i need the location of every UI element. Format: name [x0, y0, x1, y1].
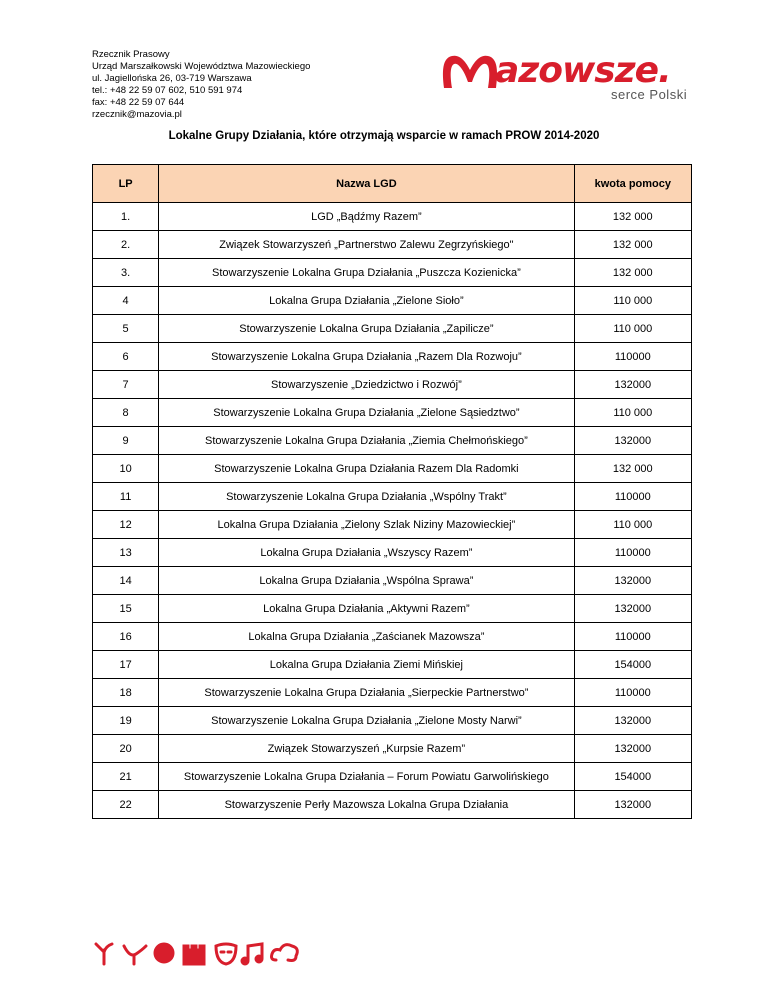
table-row: [93, 259, 692, 287]
row-name: Związek Stowarzyszeń „Kurpsie Razem”: [159, 735, 574, 763]
row-name: LGD „Bądźmy Razem”: [159, 203, 574, 231]
row-amount: 132 000: [574, 231, 691, 259]
row-amount: 110 000: [574, 511, 691, 539]
row-amount: 132 000: [574, 259, 691, 287]
table-row: [93, 371, 692, 399]
row-lp: 17: [93, 651, 159, 679]
contact-address: ul. Jagiellońska 26, 03-719 Warszawa: [92, 73, 252, 84]
table-row: [93, 707, 692, 735]
table-row: [93, 287, 692, 315]
logo-tagline: serce Polski: [611, 87, 688, 102]
castle-icon: [184, 946, 204, 964]
contact-role: Rzecznik Prasowy: [92, 49, 170, 60]
lgd-table: [92, 164, 692, 819]
table-row: [93, 511, 692, 539]
row-amount: 132000: [574, 791, 691, 819]
ball-icon: [155, 944, 173, 962]
table-row: [93, 623, 692, 651]
row-amount: 132000: [574, 707, 691, 735]
contact-office: Urząd Marszałkowski Województwa Mazowieckiego: [92, 61, 311, 72]
row-name: Stowarzyszenie Lokalna Grupa Działania „Sierpeckie Partnerstwo”: [159, 679, 574, 707]
row-lp: 14: [93, 567, 159, 595]
row-name: Stowarzyszenie Lokalna Grupa Działania – Forum Powiatu Garwolińskiego: [159, 763, 574, 791]
row-name: Związek Stowarzyszeń „Partnerstwo Zalewu Zegrzyńskiego": [159, 231, 574, 259]
music-note-icon: [242, 944, 262, 964]
table-row: [93, 651, 692, 679]
table-row: [93, 399, 692, 427]
table-row: [93, 231, 692, 259]
row-lp: 18: [93, 679, 159, 707]
bird-icon: [124, 946, 146, 964]
row-amount: 110000: [574, 483, 691, 511]
row-name: Stowarzyszenie Lokalna Grupa Działania „Puszcza Kozienicka”: [159, 259, 574, 287]
row-name: Lokalna Grupa Działania „Wszyscy Razem”: [159, 539, 574, 567]
mazowsze-logo: [440, 50, 700, 106]
table-row: [93, 483, 692, 511]
row-amount: 132000: [574, 427, 691, 455]
row-name: Stowarzyszenie Lokalna Grupa Działania „Zielone Mosty Narwi”: [159, 707, 574, 735]
row-lp: 11: [93, 483, 159, 511]
row-lp: 7: [93, 371, 159, 399]
contact-phone: tel.: +48 22 59 07 602, 510 591 974: [92, 85, 243, 96]
row-amount: 110 000: [574, 287, 691, 315]
table-row: [93, 791, 692, 819]
press-contact-block: [92, 49, 310, 121]
row-amount: 110000: [574, 539, 691, 567]
row-lp: 15: [93, 595, 159, 623]
row-amount: 132000: [574, 371, 691, 399]
row-amount: 132 000: [574, 203, 691, 231]
row-name: Lokalna Grupa Działania „Wspólna Sprawa”: [159, 567, 574, 595]
row-name: Lokalna Grupa Działania „Zielony Szlak Niziny Mazowieckiej”: [159, 511, 574, 539]
row-lp: 6: [93, 343, 159, 371]
row-amount: 132000: [574, 567, 691, 595]
row-lp: 9: [93, 427, 159, 455]
table-row: [93, 203, 692, 231]
plant-icon: [96, 944, 112, 964]
row-name: Lokalna Grupa Działania „Aktywni Razem”: [159, 595, 574, 623]
row-lp: 8: [93, 399, 159, 427]
row-lp: 16: [93, 623, 159, 651]
row-amount: 110000: [574, 679, 691, 707]
row-lp: 1.: [93, 203, 159, 231]
table-row: [93, 455, 692, 483]
row-amount: 154000: [574, 763, 691, 791]
row-name: Stowarzyszenie Lokalna Grupa Działania Razem Dla Radomki: [159, 455, 574, 483]
row-amount: 110 000: [574, 315, 691, 343]
row-name: Lokalna Grupa Działania „Zielone Sioło”: [159, 287, 574, 315]
footer-icon-strip: [94, 940, 304, 966]
row-lp: 19: [93, 707, 159, 735]
table-row: [93, 343, 692, 371]
row-amount: 110000: [574, 623, 691, 651]
table-row: [93, 427, 692, 455]
row-name: Lokalna Grupa Działania Ziemi Mińskiej: [159, 651, 574, 679]
document-title: Lokalne Grupy Działania, które otrzymają wsparcie w ramach PROW 2014-2020: [168, 130, 600, 142]
table-row: [93, 539, 692, 567]
row-name: Stowarzyszenie „Dziedzictwo i Rozwój”: [159, 371, 574, 399]
row-name: Lokalna Grupa Działania „Zaścianek Mazowsza”: [159, 623, 574, 651]
table-row: [93, 735, 692, 763]
row-amount: 132000: [574, 735, 691, 763]
row-amount: 132 000: [574, 455, 691, 483]
row-lp: 20: [93, 735, 159, 763]
header-amount: kwota pomocy: [574, 165, 691, 203]
row-name: Stowarzyszenie Lokalna Grupa Działania „Wspólny Trakt”: [159, 483, 574, 511]
row-lp: 12: [93, 511, 159, 539]
heart-m-icon: [440, 52, 500, 92]
row-amount: 110000: [574, 343, 691, 371]
row-amount: 154000: [574, 651, 691, 679]
header-name: Nazwa LGD: [159, 165, 574, 203]
table-row: [93, 567, 692, 595]
row-name: Stowarzyszenie Lokalna Grupa Działania „Zielone Sąsiedztwo”: [159, 399, 574, 427]
table-row: [93, 595, 692, 623]
mask-icon: [216, 944, 236, 964]
contact-fax: fax: +48 22 59 07 644: [92, 97, 185, 108]
table-header-row: [93, 165, 692, 203]
row-name: Stowarzyszenie Lokalna Grupa Działania „Razem Dla Rozwoju”: [159, 343, 574, 371]
row-lp: 13: [93, 539, 159, 567]
row-lp: 22: [93, 791, 159, 819]
row-lp: 5: [93, 315, 159, 343]
row-name: Stowarzyszenie Perły Mazowsza Lokalna Grupa Działania: [159, 791, 574, 819]
row-name: Stowarzyszenie Lokalna Grupa Działania „Ziemia Chełmońskiego”: [159, 427, 574, 455]
row-lp: 21: [93, 763, 159, 791]
header-lp: LP: [93, 165, 159, 203]
contact-email[interactable]: rzecznik@mazovia.pl: [92, 109, 182, 120]
row-name: Stowarzyszenie Lokalna Grupa Działania „Zapilicze”: [159, 315, 574, 343]
logo-wordmark: azowsze.: [495, 50, 671, 91]
table-row: [93, 763, 692, 791]
row-amount: 110 000: [574, 399, 691, 427]
table-row: [93, 315, 692, 343]
row-lp: 10: [93, 455, 159, 483]
cloud-icon: [272, 945, 298, 961]
row-lp: 2.: [93, 231, 159, 259]
row-lp: 4: [93, 287, 159, 315]
table-row: [93, 679, 692, 707]
row-amount: 132000: [574, 595, 691, 623]
row-lp: 3.: [93, 259, 159, 287]
